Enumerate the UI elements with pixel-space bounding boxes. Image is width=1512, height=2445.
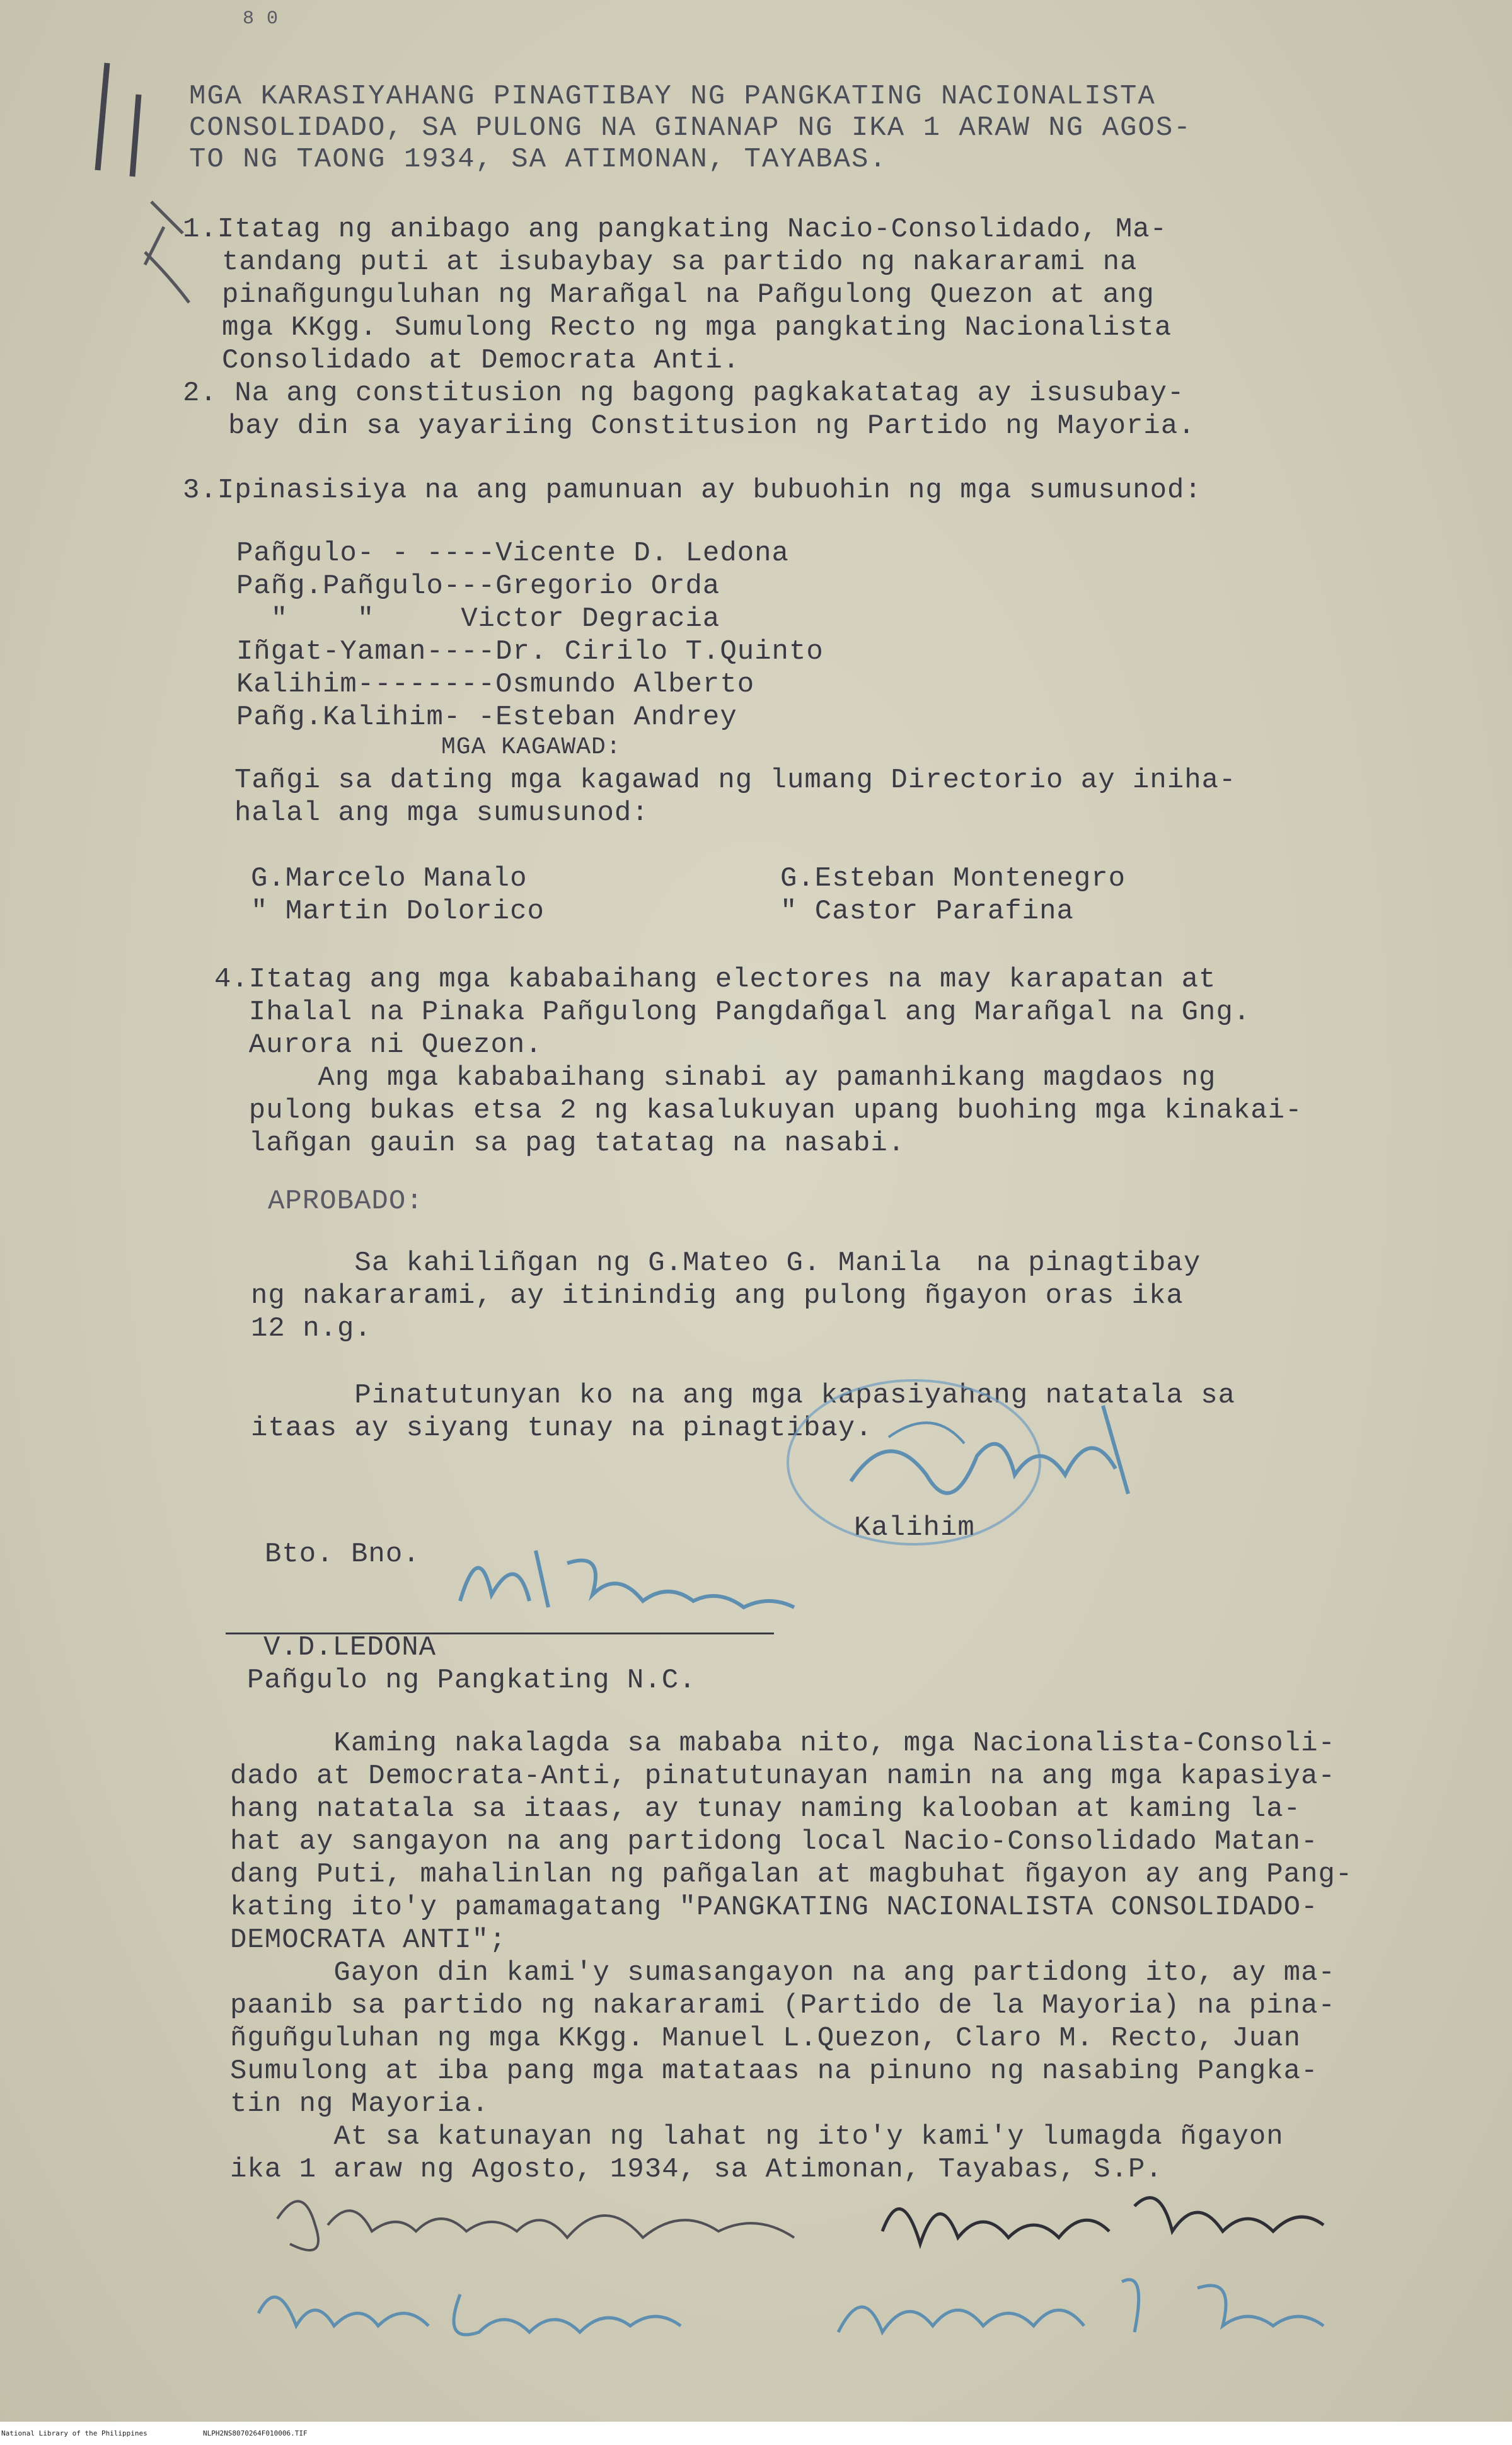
aprobado-line: ng nakararami, ay itinindig ang pulong ñgayon oras ika [251, 1280, 1184, 1312]
declaration-line: hang natatala sa itaas, ay tunay naming kalooban at kaming la- [230, 1793, 1301, 1825]
item1-line: pinañgunguluhan ng Marañgal na Pañgulong Quezon at ang [222, 279, 1155, 311]
kagawad-intro-line: halal ang mga sumusunod: [234, 797, 649, 829]
top-mark: 8 0 [243, 8, 279, 30]
item1-line: 1.Itatag ng anibago ang pangkating Nacio-Consolidado, Ma- [183, 214, 1168, 245]
item1-line: tandang puti at isubaybay sa partido ng nakararami na [222, 246, 1138, 278]
member-name: G.Esteban Montenegro [780, 863, 1126, 894]
officer-role: Pañg.Kalihim- - [236, 702, 496, 733]
officer-name: Victor Degracia [461, 603, 720, 635]
declaration-line: Kaming nakalagda sa mababa nito, mga Nacionalista-Consoli- [230, 1728, 1336, 1759]
item4-line: pulong bukas etsa 2 ng kasalukuyan upang buohing mga kinakai- [214, 1095, 1303, 1126]
declaration-text [230, 1727, 1353, 2186]
resolution-heading [189, 81, 1192, 175]
officer-role: Iñgat-Yaman---- [236, 636, 496, 668]
officer-role: Kalihim-------- [236, 669, 496, 700]
declaration-line: Sumulong at iba pang mga matataas na pinuno ng nasabing Pangka- [230, 2055, 1319, 2087]
officer-row [236, 603, 824, 635]
item4-line: Aurora ni Quezon. [214, 1029, 543, 1061]
approval-label: Bto. Bno. [265, 1539, 420, 1570]
item2-line: 2. Na ang constitusion ng bagong pagkakatatag ay isusubay- [183, 378, 1185, 409]
declaration-line: kating ito'y pamamagatang "PANGKATING NACIONALISTA CONSOLIDADO- [230, 1892, 1319, 1923]
item4-line: Ang mga kababaihang sinabi ay pamanhikang magdaos ng [214, 1062, 1216, 1094]
officer-row [236, 635, 824, 668]
declaration-line: tin ng Mayoria. [230, 2088, 490, 2120]
archive-footer-strip [0, 2422, 1512, 2445]
declaration-line: ika 1 araw ng Agosto, 1934, sa Atimonan, Tayabas, S.P. [230, 2154, 1163, 2185]
aprobado-line: 12 n.g. [251, 1313, 372, 1344]
declaration-line: dado at Democrata-Anti, pinatutunayan namin na ang mga kapasiya- [230, 1760, 1336, 1792]
officer-row [236, 570, 824, 603]
officer-role: Pañg.Pañgulo--- [236, 570, 496, 602]
officer-name: Vicente D. Ledona [495, 538, 789, 569]
aprobado-label: APROBADO: [268, 1186, 424, 1217]
declaration-line: At sa katunayan ng lahat ng ito'y kami'y lumagda ñgayon [230, 2121, 1284, 2153]
officers-list [236, 537, 824, 734]
kagawad-heading: MGA KAGAWAD: [441, 734, 621, 761]
certification-line: itaas ay siyang tunay na pinagtibay. [251, 1413, 873, 1444]
declaration-line: DEMOCRATA ANTI"; [230, 1924, 507, 1956]
members-left [251, 862, 545, 928]
declaration-line: paanib sa partido ng nakararami (Partido de la Mayoria) na pina- [230, 1990, 1336, 2021]
kagawad-intro [234, 764, 1236, 829]
president-title: Pañgulo ng Pangkating N.C. [247, 1665, 696, 1696]
item1-line: Consolidado at Democrata Anti. [222, 345, 741, 376]
item4-line: 4.Itatag ang mga kababaihang electores na may karapatan at [214, 964, 1216, 995]
officer-row [236, 668, 824, 701]
secretary-title: Kalihim [854, 1512, 975, 1544]
officer-row [236, 701, 824, 734]
declaration-line: Gayon din kami'y sumasangayon na ang partidong ito, ay ma- [230, 1957, 1336, 1989]
item4-line: Ihalal na Pinaka Pañgulong Pangdañgal ang Marañgal na Gng. [214, 997, 1251, 1028]
officer-name: Osmundo Alberto [495, 669, 755, 700]
member-name: " Martin Dolorico [251, 896, 545, 927]
officer-role: " " [236, 603, 461, 635]
president-signature [441, 1525, 819, 1639]
officer-name: Esteban Andrey [495, 702, 737, 733]
officer-row [236, 537, 824, 570]
resolution-item-1 [183, 213, 1172, 377]
item1-line: mga KKgg. Sumulong Recto ng mga pangkating Nacionalista [222, 312, 1172, 344]
aprobado-line: Sa kahiliñgan ng G.Mateo G. Manila na pinagtibay [251, 1247, 1201, 1279]
officer-role: Pañgulo- - ---- [236, 538, 496, 569]
members-right [780, 862, 1126, 928]
heading-line: CONSOLIDADO, SA PULONG NA GINANAP NG IKA 1 ARAW NG AGOS- [189, 112, 1192, 144]
officer-name: Gregorio Orda [495, 570, 720, 602]
item2-line: bay din sa yayariing Constitusion ng Partido ng Mayoria. [228, 410, 1196, 442]
heading-line: TO NG TAONG 1934, SA ATIMONAN, TAYABAS. [189, 144, 887, 175]
archive-label: National Library of the Philippines [1, 2429, 147, 2437]
member-name: G.Marcelo Manalo [251, 863, 528, 894]
archive-file-code: NLPH2NS8070264F010006.TIF [203, 2429, 308, 2437]
resolution-item-4 [214, 963, 1302, 1160]
president-name: V.D.LEDONA [263, 1632, 437, 1663]
item4-line: lañgan gauin sa pag tatatag na nasabi. [214, 1128, 906, 1159]
kagawad-intro-line: Tañgi sa dating mga kagawad ng lumang Directorio ay iniha- [234, 765, 1237, 796]
declaration-line: hat ay sangayon na ang partidong local Nacio-Consolidado Matan- [230, 1826, 1319, 1858]
member-signatures [252, 2168, 1450, 2376]
member-name: " Castor Parafina [780, 896, 1074, 927]
heading-line: MGA KARASIYAHANG PINAGTIBAY NG PANGKATING NACIONALISTA [189, 81, 1156, 112]
resolution-item-3: 3.Ipinasisiya na ang pamunuan ay bubuohin ng mga sumusunod: [183, 475, 1202, 506]
resolution-item-2 [183, 377, 1196, 442]
declaration-line: dang Puti, mahalinlan ng pañgalan at magbuhat ñgayon ay ang Pang- [230, 1859, 1353, 1890]
officer-name: Dr. Cirilo T.Quinto [495, 636, 824, 668]
certification-line: Pinatutunyan ko na ang mga kapasiyahang natatala sa [251, 1380, 1236, 1411]
declaration-line: ñguñguluhan ng mga KKgg. Manuel L.Quezon, Claro M. Recto, Juan [230, 2023, 1301, 2054]
